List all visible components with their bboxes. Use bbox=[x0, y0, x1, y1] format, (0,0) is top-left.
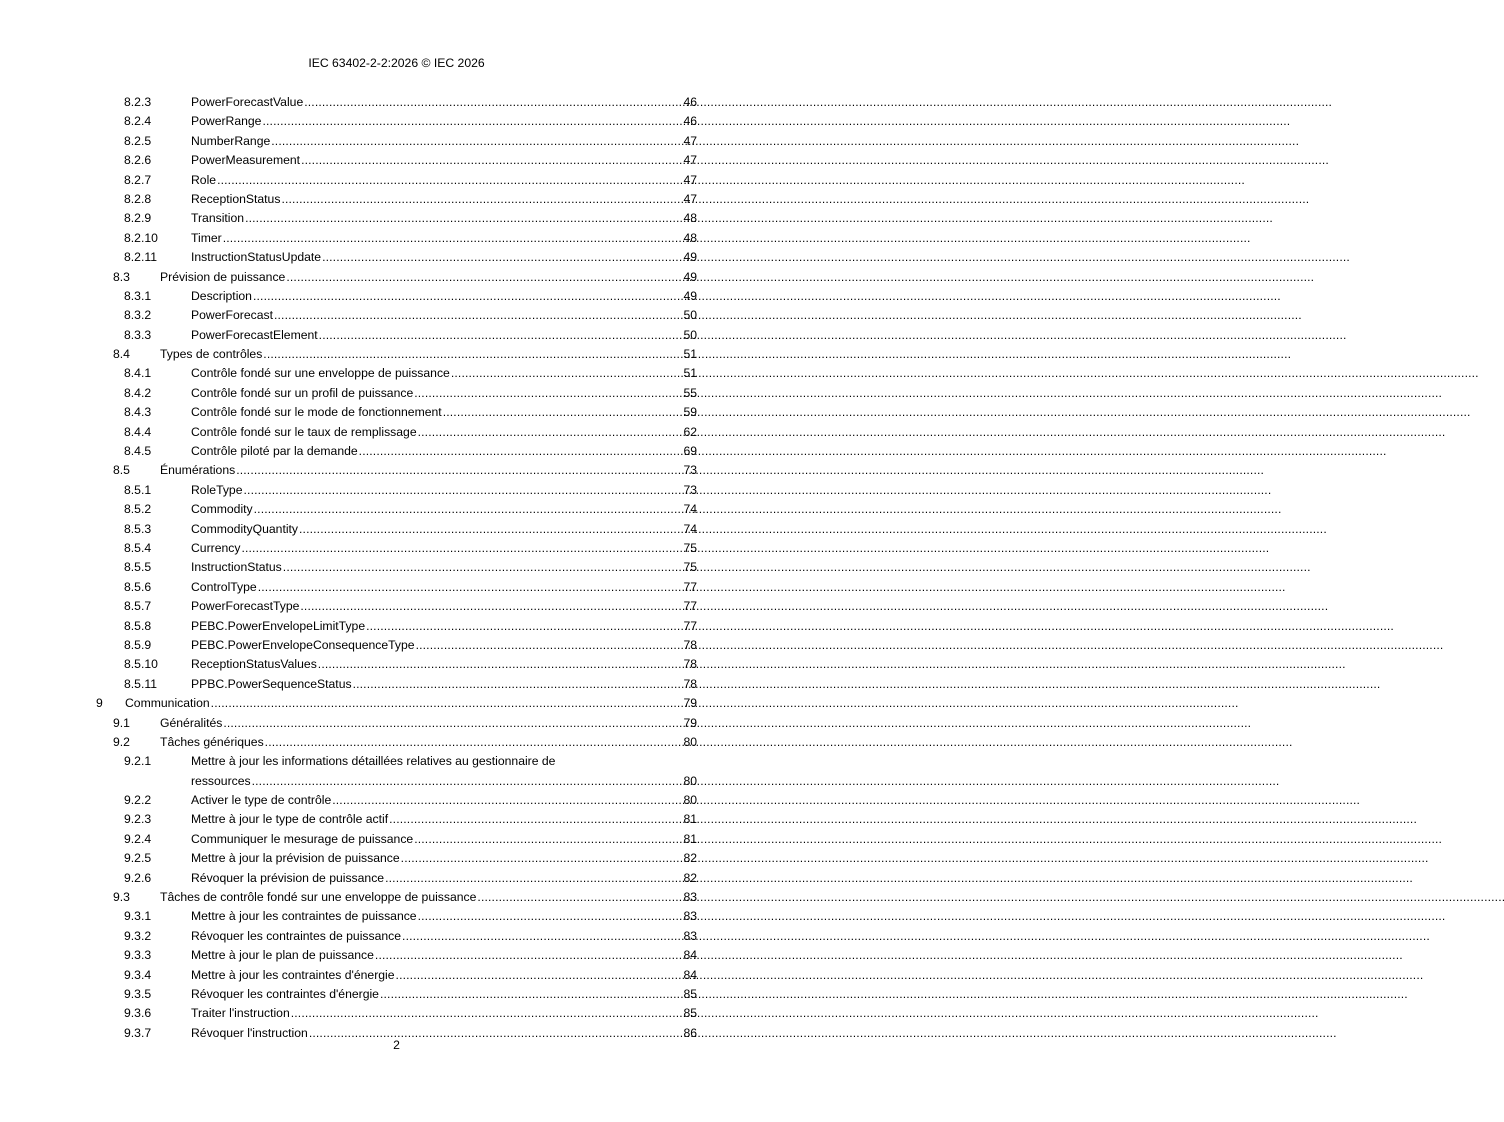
toc-entry[interactable] bbox=[0, 597, 793, 616]
toc-entry-title-line bbox=[191, 1004, 697, 1023]
toc-entry-title: CommodityQuantity bbox=[191, 521, 299, 536]
dot-leader bbox=[300, 597, 682, 616]
toc-entry-title: Tâches de contrôle fondé sur une enveloppe de puissance bbox=[160, 890, 477, 905]
toc-entry-number: 9.2 bbox=[113, 734, 130, 749]
dot-leader bbox=[245, 209, 682, 228]
toc-entry-title: Commodity bbox=[191, 502, 253, 517]
toc-entry-title-line bbox=[160, 345, 697, 364]
toc-entry[interactable] bbox=[0, 558, 793, 577]
toc-entry-title: Révoquer l'instruction bbox=[191, 1025, 308, 1040]
toc-entry-title-line bbox=[191, 675, 697, 694]
toc-entry-title-line bbox=[191, 209, 697, 228]
toc-entry-page: 85 bbox=[683, 986, 697, 1001]
toc-entry-page: 51 bbox=[683, 366, 697, 381]
dot-leader bbox=[416, 636, 683, 655]
dot-leader bbox=[241, 539, 682, 558]
toc-entry-number: 8.4.1 bbox=[124, 366, 152, 381]
toc-entry-title-line bbox=[191, 869, 697, 888]
dot-leader bbox=[291, 1004, 683, 1023]
toc-entry-number: 9 bbox=[96, 696, 103, 711]
toc-entry-title: InstructionStatusUpdate bbox=[191, 250, 322, 265]
toc-entry-title-line bbox=[191, 171, 697, 190]
toc-entry-title: Timer bbox=[191, 230, 222, 245]
toc-entry-title-line bbox=[191, 481, 697, 500]
toc-entry-page: 74 bbox=[683, 521, 697, 536]
dot-leader bbox=[283, 558, 683, 577]
toc-entry-title-line bbox=[191, 229, 697, 248]
toc-entry-title-continuation: ressources bbox=[191, 773, 251, 788]
toc-entry-number: 9.2.6 bbox=[124, 870, 152, 885]
dot-leader bbox=[477, 888, 682, 907]
toc-entry-title-line bbox=[125, 694, 697, 713]
toc-entry-page: 48 bbox=[683, 211, 697, 226]
dot-leader bbox=[271, 132, 682, 151]
toc-entry-title: Mettre à jour la prévision de puissance bbox=[191, 851, 400, 866]
toc-entry[interactable] bbox=[0, 946, 793, 965]
toc-entry-title: PEBC.PowerEnvelopeLimitType bbox=[191, 618, 366, 633]
toc-entry[interactable] bbox=[0, 830, 793, 849]
toc-entry-title-line bbox=[191, 287, 697, 306]
dot-leader bbox=[265, 733, 683, 752]
toc-entry-page: 49 bbox=[683, 269, 697, 284]
dot-leader bbox=[217, 171, 682, 190]
page-header: IEC 63402-2-2:2026 © IEC 2026 bbox=[308, 56, 485, 70]
toc-entry-page: 47 bbox=[683, 133, 697, 148]
toc-entry-title-line bbox=[191, 655, 697, 674]
dot-leader bbox=[402, 927, 682, 946]
toc-entry[interactable] bbox=[0, 810, 793, 829]
toc-entry-page: 81 bbox=[683, 812, 697, 827]
dot-leader bbox=[236, 461, 682, 480]
toc-entry-number: 9.3.6 bbox=[124, 1006, 152, 1021]
toc-entry-page: 74 bbox=[683, 502, 697, 517]
dot-leader bbox=[252, 772, 683, 791]
toc-entry-title-line bbox=[191, 423, 697, 442]
toc-entry-number: 8.2.11 bbox=[124, 250, 157, 265]
toc-entry-title: InstructionStatus bbox=[191, 560, 282, 575]
toc-entry[interactable] bbox=[0, 927, 793, 946]
toc-entry-number: 8.4 bbox=[113, 347, 130, 362]
toc-entry[interactable] bbox=[0, 617, 793, 636]
toc-entry-number: 9.2.5 bbox=[124, 851, 152, 866]
toc-entry[interactable] bbox=[0, 539, 793, 558]
toc-entry[interactable] bbox=[0, 907, 793, 926]
toc-entry-page: 83 bbox=[683, 928, 697, 943]
toc-entry-title-line bbox=[191, 306, 697, 325]
toc-entry-title: Mettre à jour les contraintes d'énergie bbox=[191, 967, 395, 982]
toc-entry-page: 47 bbox=[683, 191, 697, 206]
toc-entry[interactable] bbox=[0, 209, 793, 228]
toc-entry-title: Mettre à jour les informations détaillées relatives au gestionnaire de bbox=[191, 754, 556, 769]
toc-entry-number: 8.4.5 bbox=[124, 444, 152, 459]
toc-entry-page: 81 bbox=[683, 831, 697, 846]
toc-entry-number: 8.2.8 bbox=[124, 191, 152, 206]
toc-entry-title-line bbox=[191, 132, 697, 151]
toc-entry-number: 8.5.1 bbox=[124, 482, 152, 497]
toc-entry[interactable] bbox=[0, 675, 793, 694]
toc-entry-page: 82 bbox=[683, 870, 697, 885]
toc-entry-title-line bbox=[160, 888, 697, 907]
toc-entry[interactable] bbox=[0, 132, 793, 151]
toc-entry-number: 8.2.4 bbox=[124, 114, 152, 129]
dot-leader bbox=[263, 345, 682, 364]
toc-entry-title-line bbox=[191, 597, 697, 616]
toc-entry-title: Activer le type de contrôle bbox=[191, 793, 332, 808]
toc-entry-number: 8.3.3 bbox=[124, 327, 152, 342]
toc-entry-title: PowerForecastType bbox=[191, 599, 300, 614]
dot-leader bbox=[286, 268, 682, 287]
toc-entry-title-line bbox=[191, 946, 697, 965]
toc-entry-title: Mettre à jour le plan de puissance bbox=[191, 948, 374, 963]
toc-entry[interactable] bbox=[0, 423, 793, 442]
toc-entry-title-line bbox=[191, 966, 697, 985]
toc-entry[interactable] bbox=[0, 636, 793, 655]
toc-entry-title: Énumérations bbox=[160, 463, 236, 478]
toc-entry-title: ReceptionStatusValues bbox=[191, 657, 317, 672]
toc-entry-title-line bbox=[160, 733, 697, 752]
dot-leader bbox=[451, 364, 683, 383]
toc-entry-title: RoleType bbox=[191, 482, 243, 497]
toc-entry-title: PEBC.PowerEnvelopeConsequenceType bbox=[191, 637, 415, 652]
toc-entry[interactable] bbox=[0, 714, 793, 733]
dot-leader bbox=[223, 714, 682, 733]
toc-entry-number: 8.4.2 bbox=[124, 385, 152, 400]
dot-leader bbox=[211, 694, 683, 713]
dot-leader bbox=[380, 985, 682, 1004]
toc-entry-title: Communication bbox=[125, 696, 210, 711]
toc-entry-title: Révoquer les contraintes d'énergie bbox=[191, 986, 379, 1001]
toc-entry-number: 8.5.11 bbox=[124, 676, 157, 691]
dot-leader bbox=[254, 500, 683, 519]
toc-entry-number: 9.3.7 bbox=[124, 1025, 152, 1040]
dot-leader bbox=[318, 655, 683, 674]
toc-entry-title-line bbox=[191, 442, 697, 461]
toc-entry-title-line bbox=[160, 714, 697, 733]
toc-entry-title-line bbox=[191, 927, 697, 946]
toc-entry-title: Mettre à jour le type de contrôle actif bbox=[191, 812, 389, 827]
toc-entry[interactable] bbox=[0, 578, 793, 597]
dot-leader bbox=[389, 810, 682, 829]
toc-entry[interactable] bbox=[0, 403, 793, 422]
toc-entry[interactable] bbox=[0, 190, 793, 209]
toc-entry-title: PowerForecastValue bbox=[191, 95, 304, 109]
toc-entry[interactable] bbox=[0, 364, 793, 383]
toc-entry-number: 9.2.3 bbox=[124, 812, 152, 827]
toc-entry-page: 50 bbox=[683, 327, 697, 342]
toc-entry-number: 8.2.10 bbox=[124, 230, 158, 245]
toc-entry-page: 83 bbox=[683, 890, 697, 905]
toc-entry[interactable] bbox=[0, 151, 793, 170]
dot-leader bbox=[244, 481, 683, 500]
dot-leader bbox=[359, 442, 683, 461]
toc-entry-title: Révoquer la prévision de puissance bbox=[191, 870, 385, 885]
toc-entry-title: Traiter l'instruction bbox=[191, 1006, 290, 1021]
toc-entry-page: 86 bbox=[683, 1025, 697, 1040]
toc-entry[interactable] bbox=[0, 520, 793, 539]
dot-leader bbox=[385, 869, 682, 888]
toc-entry-number: 8.2.3 bbox=[124, 95, 152, 109]
toc-entry-title-line bbox=[191, 520, 697, 539]
toc-entry[interactable] bbox=[0, 93, 793, 112]
toc-entry-number: 8.4.3 bbox=[124, 405, 152, 420]
toc-entry-title: Transition bbox=[191, 211, 245, 226]
toc-entry-title-line bbox=[191, 830, 697, 849]
dot-leader bbox=[281, 190, 682, 209]
toc-entry-page: 51 bbox=[683, 347, 697, 362]
toc-entry-number: 9.3.1 bbox=[124, 909, 152, 924]
dot-leader bbox=[375, 946, 683, 965]
toc-entry-title: Contrôle fondé sur le taux de remplissage bbox=[191, 424, 417, 439]
dot-leader bbox=[304, 93, 682, 112]
toc-entry-number: 8.5.10 bbox=[124, 657, 158, 672]
toc-entry-title-line bbox=[191, 578, 697, 597]
toc-entry-page: 49 bbox=[683, 288, 697, 303]
toc-entry-title-line bbox=[191, 752, 697, 791]
dot-leader bbox=[319, 326, 683, 345]
toc-entry[interactable] bbox=[0, 888, 793, 907]
toc-entry-page: 83 bbox=[683, 909, 697, 924]
toc-entry-number: 8.2.7 bbox=[124, 172, 152, 187]
toc-entry-page: 78 bbox=[683, 637, 697, 652]
toc-entry-title: Description bbox=[191, 288, 252, 303]
toc-entry[interactable] bbox=[0, 171, 793, 190]
toc-entry-number: 8.2.5 bbox=[124, 133, 152, 148]
toc-entry-title-line bbox=[191, 190, 697, 209]
dot-leader bbox=[401, 849, 683, 868]
toc-entry-title: PowerForecast bbox=[191, 308, 273, 323]
toc-entry-page: 78 bbox=[683, 657, 697, 672]
toc-entry-title: PowerForecastElement bbox=[191, 327, 318, 342]
dot-leader bbox=[414, 384, 682, 403]
toc-entry[interactable] bbox=[0, 326, 793, 345]
toc-entry[interactable] bbox=[0, 791, 793, 810]
toc-entry-title: PPBC.PowerSequenceStatus bbox=[191, 676, 352, 691]
toc-entry-title-line bbox=[191, 617, 697, 636]
toc-entry[interactable] bbox=[0, 752, 793, 791]
toc-entry-page: 80 bbox=[683, 793, 697, 808]
toc-entry-page: 77 bbox=[683, 579, 697, 594]
toc-entry-number: 9.2.2 bbox=[124, 793, 152, 808]
toc-entry-number: 8.5.8 bbox=[124, 618, 152, 633]
toc-entry[interactable] bbox=[0, 345, 793, 364]
toc-entry-title-line bbox=[191, 849, 697, 868]
toc-entry-title: Contrôle piloté par la demande bbox=[191, 444, 358, 459]
toc-entry-number: 8.5 bbox=[113, 463, 130, 478]
toc-entry-title-line bbox=[191, 500, 697, 519]
toc-entry-page: 46 bbox=[683, 95, 697, 109]
toc-entry-title-line bbox=[191, 810, 697, 829]
toc-entry-title: Contrôle fondé sur un profil de puissance bbox=[191, 385, 414, 400]
toc-entry[interactable] bbox=[0, 481, 793, 500]
toc-entry-number: 8.5.5 bbox=[124, 560, 152, 575]
toc-entry-page: 82 bbox=[683, 851, 697, 866]
toc-entry[interactable] bbox=[0, 442, 793, 461]
toc-entry-page: 59 bbox=[683, 405, 697, 420]
toc-entry-title-line bbox=[191, 151, 697, 170]
toc-entry-page: 84 bbox=[683, 948, 697, 963]
page-number: 2 bbox=[393, 1038, 400, 1052]
toc-entry-title: Communiquer le mesurage de puissance bbox=[191, 831, 414, 846]
toc-entry-page: 49 bbox=[683, 250, 697, 265]
toc-entry-page: 73 bbox=[683, 463, 697, 478]
toc-entry-number: 9.3.5 bbox=[124, 986, 152, 1001]
toc-entry-title: PowerMeasurement bbox=[191, 153, 301, 168]
toc-entry-number: 9.2.1 bbox=[124, 754, 152, 769]
toc-entry-page: 50 bbox=[683, 308, 697, 323]
toc-entry-title: PowerRange bbox=[191, 114, 262, 129]
toc-entry-title: Tâches génériques bbox=[160, 734, 264, 749]
toc-entry-title-line bbox=[191, 791, 697, 810]
toc-entry-number: 8.2.9 bbox=[124, 211, 152, 226]
toc-entry-page: 47 bbox=[683, 153, 697, 168]
toc-entry-number: 9.3.3 bbox=[124, 948, 152, 963]
toc-entry-number: 9.2.4 bbox=[124, 831, 152, 846]
toc-entry[interactable] bbox=[0, 229, 793, 248]
dot-leader bbox=[253, 287, 682, 306]
dot-leader bbox=[262, 112, 682, 131]
toc-entry[interactable] bbox=[0, 733, 793, 752]
toc-entry-number: 9.3.2 bbox=[124, 928, 152, 943]
toc-entry-title-line bbox=[191, 558, 697, 577]
toc-entry-page: 73 bbox=[683, 482, 697, 497]
toc-entry-title-line bbox=[160, 461, 697, 480]
toc-entry-page: 80 bbox=[683, 773, 697, 788]
toc-entry-number: 8.3.1 bbox=[124, 288, 152, 303]
toc-entry[interactable] bbox=[0, 966, 793, 985]
toc-entry-page: 79 bbox=[683, 715, 697, 730]
toc-entry-title-line bbox=[160, 268, 697, 287]
toc-entry[interactable] bbox=[0, 1004, 793, 1023]
dot-leader bbox=[299, 520, 682, 539]
toc-entry-number: 8.2.6 bbox=[124, 153, 152, 168]
toc-entry-title-line bbox=[191, 364, 697, 383]
toc-entry-title: ControlType bbox=[191, 579, 257, 594]
toc-entry[interactable] bbox=[0, 268, 793, 287]
toc-entry[interactable] bbox=[0, 869, 793, 888]
toc-entry-number: 8.5.3 bbox=[124, 521, 152, 536]
toc-entry-title: Contrôle fondé sur le mode de fonctionnement bbox=[191, 405, 442, 420]
toc-entry-title-line bbox=[191, 93, 697, 112]
dot-leader bbox=[443, 403, 683, 422]
toc-entry-title: Mettre à jour les contraintes de puissance bbox=[191, 909, 417, 924]
toc-entry-page: 84 bbox=[683, 967, 697, 982]
dot-leader bbox=[414, 830, 682, 849]
dot-leader bbox=[418, 423, 683, 442]
toc-entry-number: 8.5.4 bbox=[124, 540, 152, 555]
table-of-contents bbox=[0, 93, 793, 1043]
toc-entry-title: NumberRange bbox=[191, 133, 271, 148]
toc-entry[interactable] bbox=[0, 985, 793, 1004]
toc-entry-title: Contrôle fondé sur une enveloppe de puissance bbox=[191, 366, 450, 381]
toc-entry-number: 8.5.9 bbox=[124, 637, 152, 652]
toc-entry-page: 75 bbox=[683, 560, 697, 575]
toc-entry[interactable] bbox=[0, 306, 793, 325]
toc-entry[interactable] bbox=[0, 248, 793, 267]
toc-entry-page: 77 bbox=[683, 618, 697, 633]
toc-entry[interactable] bbox=[0, 287, 793, 306]
toc-entry-title-line bbox=[191, 907, 697, 926]
toc-entry-title: Role bbox=[191, 172, 217, 187]
toc-entry-title: Currency bbox=[191, 540, 241, 555]
toc-entry-title: Généralités bbox=[160, 715, 223, 730]
toc-entry-title-line bbox=[191, 112, 697, 131]
toc-entry-page: 46 bbox=[683, 114, 697, 129]
toc-entry-title-line bbox=[191, 403, 697, 422]
dot-leader bbox=[418, 907, 683, 926]
dot-leader bbox=[274, 306, 682, 325]
toc-entry-title-line bbox=[191, 384, 697, 403]
dot-leader bbox=[396, 966, 683, 985]
toc-entry[interactable] bbox=[0, 655, 793, 674]
toc-entry-number: 9.3 bbox=[113, 890, 130, 905]
toc-entry-page: 77 bbox=[683, 599, 697, 614]
toc-entry-page: 48 bbox=[683, 230, 697, 245]
toc-entry[interactable] bbox=[0, 849, 793, 868]
toc-entry-title-line bbox=[191, 326, 697, 345]
toc-entry[interactable] bbox=[0, 694, 793, 713]
toc-entry-page: 85 bbox=[683, 1006, 697, 1021]
toc-entry-page: 69 bbox=[683, 444, 697, 459]
toc-entry-title-line bbox=[191, 985, 697, 1004]
dot-leader bbox=[332, 791, 682, 810]
toc-entry-page: 55 bbox=[683, 385, 697, 400]
dot-leader bbox=[301, 151, 682, 170]
toc-entry-number: 8.5.2 bbox=[124, 502, 152, 517]
toc-entry-number: 8.4.4 bbox=[124, 424, 152, 439]
toc-entry-number: 8.5.7 bbox=[124, 599, 152, 614]
toc-entry[interactable] bbox=[0, 384, 793, 403]
toc-entry-number: 9.1 bbox=[113, 715, 130, 730]
toc-entry-title-line bbox=[191, 539, 697, 558]
toc-entry-page: 79 bbox=[683, 696, 697, 711]
dot-leader bbox=[366, 617, 682, 636]
toc-entry-title: ReceptionStatus bbox=[191, 191, 281, 206]
dot-leader bbox=[258, 578, 683, 597]
toc-entry-number: 9.3.4 bbox=[124, 967, 152, 982]
toc-entry-number: 8.3 bbox=[113, 269, 130, 284]
toc-entry-page: 62 bbox=[683, 424, 697, 439]
dot-leader bbox=[353, 675, 683, 694]
toc-entry[interactable] bbox=[0, 112, 793, 131]
toc-entry[interactable] bbox=[0, 500, 793, 519]
toc-entry-title: Révoquer les contraintes de puissance bbox=[191, 928, 402, 943]
toc-entry-title-line bbox=[191, 636, 697, 655]
toc-entry-page: 80 bbox=[683, 734, 697, 749]
toc-entry-title-line bbox=[191, 248, 697, 267]
toc-entry-number: 8.5.6 bbox=[124, 579, 152, 594]
dot-leader bbox=[322, 248, 682, 267]
dot-leader bbox=[223, 229, 683, 248]
toc-entry-page: 47 bbox=[683, 172, 697, 187]
toc-entry-number: 8.3.2 bbox=[124, 308, 152, 323]
toc-entry-page: 75 bbox=[683, 540, 697, 555]
toc-entry[interactable] bbox=[0, 461, 793, 480]
toc-entry-page: 78 bbox=[683, 676, 697, 691]
toc-entry-title: Prévision de puissance bbox=[160, 269, 286, 284]
toc-entry-title: Types de contrôles bbox=[160, 347, 263, 362]
